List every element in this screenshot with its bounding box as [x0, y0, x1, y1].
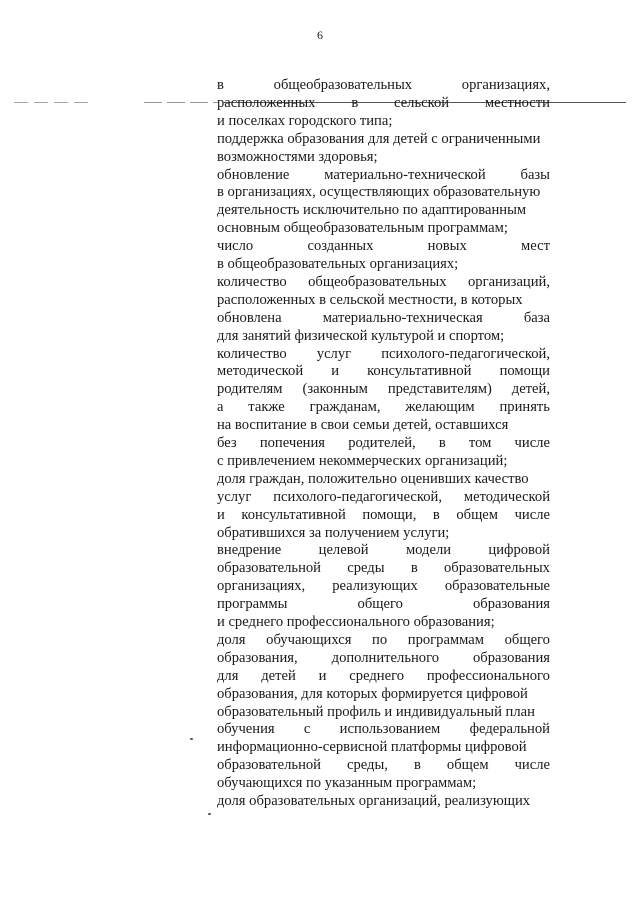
- text-line: деятельность исключительно по адаптированным: [217, 202, 527, 219]
- word: (законным: [302, 381, 368, 398]
- word: консультативной: [367, 363, 472, 380]
- word: сельской: [394, 94, 450, 111]
- text-line: [217, 489, 550, 506]
- word: профессионального: [426, 667, 550, 684]
- word: цифровой: [488, 542, 550, 559]
- text-line: с привлечением некоммерческих организаций;: [217, 452, 508, 469]
- word: и: [318, 667, 327, 684]
- text-line: [217, 346, 550, 363]
- word: методической: [463, 488, 550, 505]
- word: образования: [473, 596, 550, 613]
- word: гражданам,: [309, 399, 381, 416]
- word: реализующих: [332, 578, 418, 595]
- word: дополнительного: [331, 649, 439, 666]
- word: общего: [357, 596, 403, 613]
- word: в: [438, 435, 446, 451]
- text-line: [217, 632, 550, 649]
- page-number: 6: [317, 28, 323, 42]
- text-line: [217, 721, 550, 738]
- text-line: [217, 95, 550, 112]
- word: общем: [446, 757, 489, 774]
- word: обучения: [217, 721, 275, 738]
- text-line: основным общеобразовательным программам;: [217, 220, 508, 237]
- word: помощи,: [362, 506, 417, 523]
- word: числе: [514, 757, 550, 774]
- word: общеобразовательных: [308, 273, 447, 290]
- word: образования: [473, 649, 550, 666]
- word: организациях,: [461, 77, 550, 93]
- text-line: в организациях, осуществляющих образовательную: [217, 184, 541, 201]
- text-line: [217, 668, 550, 685]
- text-line: для занятий физической культурой и спортом;: [217, 327, 505, 344]
- word: и: [217, 506, 225, 523]
- word: родителям: [217, 381, 283, 398]
- word: материально-техническая: [322, 309, 483, 326]
- word: образовательные: [444, 578, 550, 595]
- word: местности: [484, 94, 550, 111]
- word: внедрение: [217, 542, 282, 559]
- word: доля: [217, 631, 246, 648]
- word: количество: [217, 345, 287, 362]
- word: в: [432, 506, 440, 523]
- word: также: [248, 399, 285, 416]
- word: образовательной: [217, 560, 321, 577]
- text-line: в общеобразовательных организациях;: [217, 256, 459, 272]
- text-line: [217, 274, 550, 291]
- word: мест: [521, 238, 550, 255]
- text-line: расположенных в сельской местности, в которых: [217, 291, 523, 308]
- text-line: [217, 381, 550, 398]
- word: в: [413, 757, 421, 774]
- word: с: [303, 721, 311, 738]
- word: по: [372, 631, 388, 648]
- word: психолого-педагогической,: [273, 488, 442, 505]
- text-line: [217, 650, 550, 667]
- word: обновлена: [217, 309, 282, 326]
- word: желающим: [405, 399, 475, 416]
- word: помощи: [499, 363, 550, 380]
- text-line: возможностями здоровья;: [217, 148, 378, 165]
- word: услуг: [217, 488, 252, 505]
- word: в: [351, 94, 359, 111]
- word: а: [217, 399, 224, 416]
- text-line: и поселках городского типа;: [217, 112, 393, 129]
- word: представителям): [387, 381, 492, 398]
- word: образовательных: [443, 560, 550, 577]
- word: для: [217, 667, 239, 684]
- word: расположенных: [217, 94, 316, 111]
- word: в: [217, 77, 224, 93]
- word: образовательной: [217, 757, 321, 774]
- word: попечения: [259, 435, 326, 451]
- word: общеобразовательных: [273, 77, 413, 93]
- word: материально-технической: [324, 166, 486, 183]
- word: обновление: [217, 166, 290, 183]
- text-line: на воспитание в свои семьи детей, оставшихся: [217, 417, 509, 434]
- word: образования,: [217, 649, 298, 666]
- word: детей,: [511, 381, 550, 398]
- word: базы: [520, 166, 550, 183]
- word: и: [331, 363, 339, 380]
- text-line: [217, 560, 550, 577]
- word: услуг: [316, 345, 352, 362]
- text-line: [217, 310, 550, 327]
- word: число: [217, 238, 254, 255]
- word: обучающихся: [266, 631, 352, 648]
- text-line: образования, для которых формируется цифровой: [217, 685, 528, 702]
- text-line: [217, 238, 550, 255]
- word: количество: [217, 273, 287, 290]
- word: программы: [217, 596, 288, 613]
- word: числе: [514, 506, 550, 523]
- word: числе: [514, 435, 550, 451]
- text-line: доля граждан, положительно оценивших качество: [217, 470, 529, 487]
- word: родителей,: [348, 435, 416, 451]
- word: созданных: [307, 238, 374, 255]
- word: использованием: [339, 721, 441, 738]
- word: детей: [261, 667, 296, 684]
- word: принять: [499, 399, 550, 416]
- word: база: [523, 309, 550, 326]
- word: общего: [504, 631, 550, 648]
- scan-speck: [208, 813, 211, 815]
- text-line: [217, 77, 550, 94]
- text-line: [217, 167, 550, 184]
- text-line: и среднего профессионального образования;: [217, 614, 495, 630]
- text-line: [217, 578, 550, 595]
- word: модели: [405, 542, 452, 559]
- text-line: доля образовательных организаций, реализующих: [217, 793, 531, 809]
- text-line: [217, 363, 550, 380]
- word: программам: [407, 631, 485, 648]
- text-line: [217, 507, 550, 524]
- word: федеральной: [469, 721, 550, 738]
- text-line: [217, 399, 550, 416]
- word: консультативной: [241, 506, 346, 523]
- word: среды: [347, 560, 385, 577]
- word: в: [410, 560, 418, 577]
- word: среднего: [349, 667, 404, 684]
- text-line: [217, 542, 550, 559]
- text-line: поддержка образования для детей с ограниченными: [217, 130, 541, 147]
- text-line: образовательный профиль и индивидуальный план: [217, 703, 535, 720]
- word: психолого-педагогической,: [381, 345, 550, 362]
- text-line: [217, 757, 550, 774]
- word: среды,: [347, 757, 388, 774]
- word: без: [217, 435, 237, 451]
- text-line: обратившихся за получением услуги;: [217, 524, 450, 541]
- word: том: [468, 435, 492, 451]
- word: новых: [427, 238, 467, 255]
- word: организациях,: [217, 578, 306, 595]
- word: методической: [217, 363, 304, 380]
- text-line: обучающихся по указанным программам;: [217, 775, 477, 792]
- word: организаций,: [468, 273, 550, 290]
- word: общем: [456, 506, 499, 523]
- word: целевой: [318, 542, 369, 559]
- text-line: [217, 435, 550, 452]
- text-line: [217, 596, 550, 613]
- scan-speck: [190, 738, 193, 740]
- text-line: информационно-сервисной платформы цифровой: [217, 739, 527, 756]
